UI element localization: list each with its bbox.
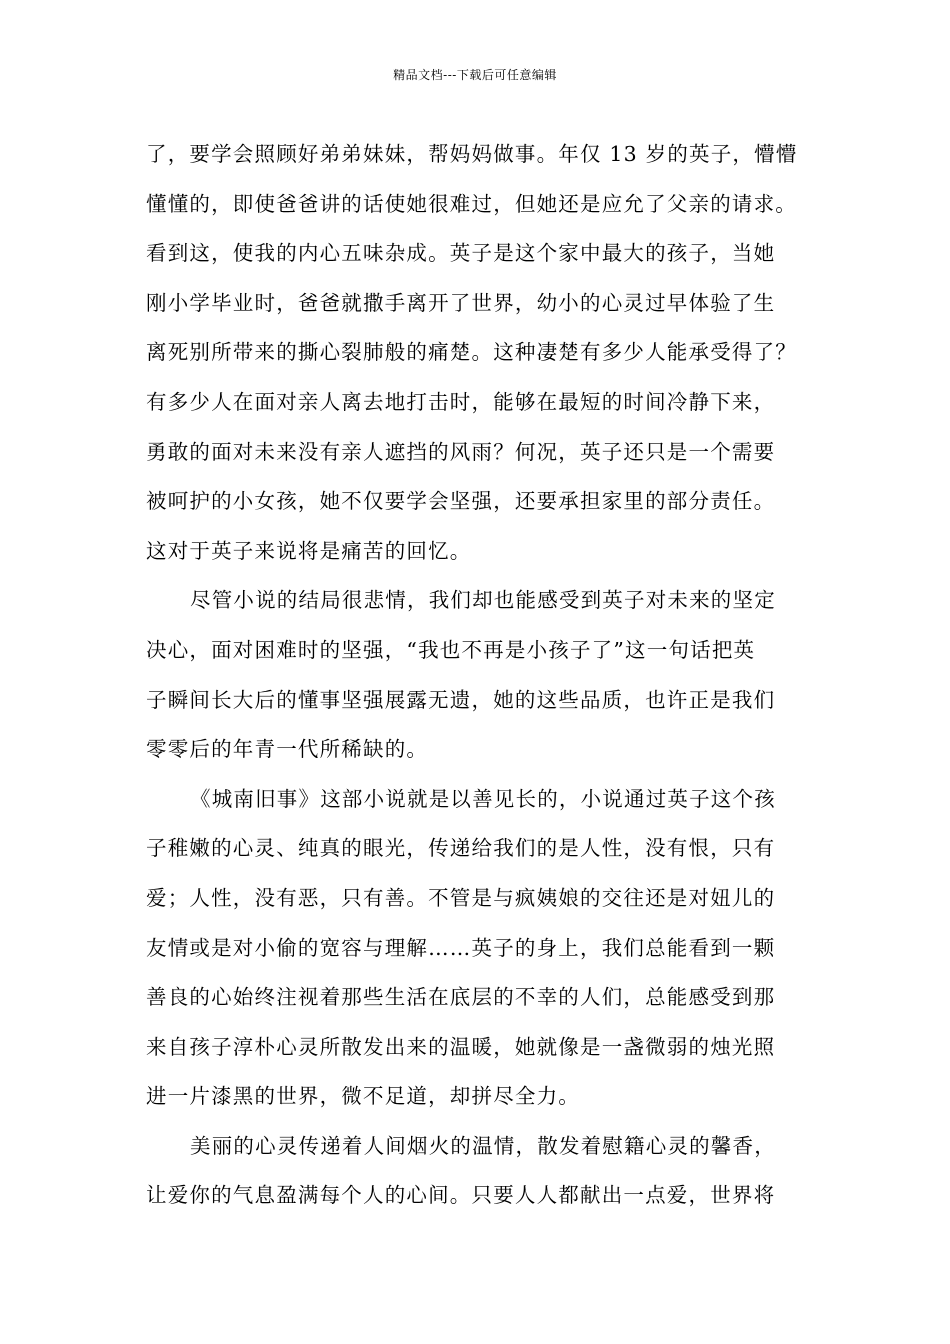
text-line: 勇敢的面对未来没有亲人遮挡的风雨？何况，英子还只是一个需要 xyxy=(146,439,776,464)
text-line: 美丽的心灵传递着人间烟火的温情，散发着慰籍心灵的馨香， xyxy=(190,1133,776,1158)
text-line: 懂懂的，即使爸爸讲的话使她很难过，但她还是应允了父亲的请求。 xyxy=(146,191,797,216)
text-line: 了，要学会照顾好弟弟妹妹，帮妈妈做事。年仅 13 岁的英子，懵懵 xyxy=(146,142,798,166)
text-line: 决心，面对困难时的坚强，“我也不再是小孩子了”这一句话把英 xyxy=(146,637,756,662)
text-line: 子瞬间长大后的懂事坚强展露无遗，她的这些品质，也许正是我们 xyxy=(146,687,776,712)
text-line: 有多少人在面对亲人离去地打击时，能够在最短的时间冷静下来， xyxy=(146,389,776,414)
text-line: 看到这，使我的内心五味杂成。英子是这个家中最大的孩子，当她 xyxy=(146,241,776,266)
text-line: 尽管小说的结局很悲情，我们却也能感受到英子对未来的坚定 xyxy=(190,588,776,613)
text-line: 被呵护的小女孩，她不仅要学会坚强，还要承担家里的部分责任。 xyxy=(146,489,776,514)
text-line: 零零后的年青一代所稀缺的。 xyxy=(146,737,429,762)
text-line: 让爱你的气息盈满每个人的心间。只要人人都献出一点爱，世界将 xyxy=(146,1183,776,1208)
text-line: 爱；人性，没有恶，只有善。不管是与疯姨娘的交往还是对妞儿的 xyxy=(146,885,776,910)
text-line: 进一片漆黑的世界，微不足道，却拼尽全力。 xyxy=(146,1084,580,1109)
text-line: 友情或是对小偷的宽容与理解……英子的身上，我们总能看到一颗 xyxy=(146,935,776,960)
paragraph-4 xyxy=(146,1122,816,1221)
text-line: 这对于英子来说将是痛苦的回忆。 xyxy=(146,538,472,563)
paragraph-3 xyxy=(146,775,816,1122)
text-line: 善良的心始终注视着那些生活在底层的不幸的人们，总能感受到那 xyxy=(146,985,776,1010)
page-header: 精品文档---下载后可任意编辑 xyxy=(393,68,557,82)
text-line: 来自孩子淳朴心灵所散发出来的温暖，她就像是一盏微弱的烛光照 xyxy=(146,1034,776,1059)
text-line: 子稚嫩的心灵、纯真的眼光，传递给我们的是人性，没有恨，只有 xyxy=(146,836,776,861)
text-line: 离死别所带来的撕心裂肺般的痛楚。这种凄楚有多少人能承受得了？ xyxy=(146,340,797,365)
paragraph-2 xyxy=(146,576,816,774)
paragraph-1 xyxy=(146,130,816,576)
text-line: 《城南旧事》这部小说就是以善见长的，小说通过英子这个孩 xyxy=(190,786,776,811)
body-text xyxy=(146,130,816,1221)
text-line: 刚小学毕业时，爸爸就撒手离开了世界，幼小的心灵过早体验了生 xyxy=(146,290,776,315)
